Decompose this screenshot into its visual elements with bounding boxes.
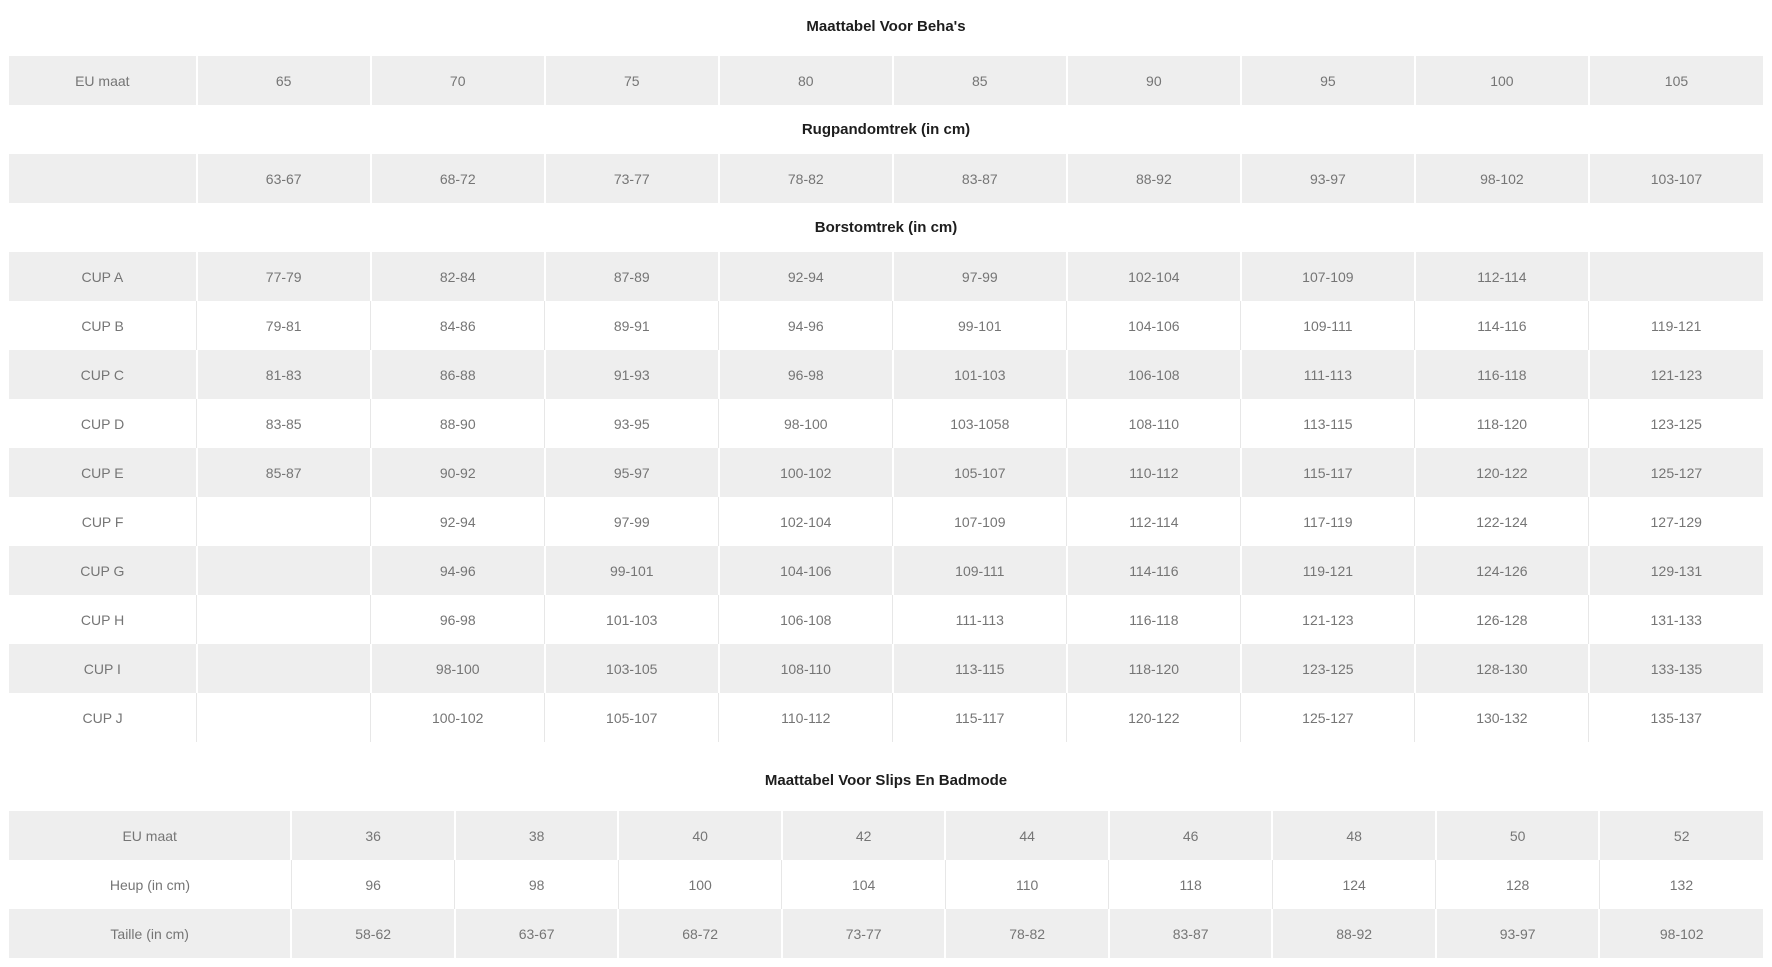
cell: 100-102	[719, 448, 893, 497]
section-header: Borstomtrek (in cm)	[9, 203, 1763, 252]
cell: 112-114	[1067, 497, 1241, 546]
slip-table-title: Maattabel Voor Slips En Badmode	[764, 772, 1008, 789]
eu-size-row	[9, 56, 1763, 105]
cup-row	[9, 546, 1763, 595]
cell: 97-99	[893, 252, 1067, 301]
cell: 106-108	[719, 595, 893, 644]
row-label: CUP H	[80, 611, 125, 628]
cell: 88-92	[1272, 909, 1436, 958]
row-label: EU maat	[9, 811, 291, 860]
row-label: Heup (in cm)	[109, 876, 191, 893]
cell: 96	[291, 860, 455, 909]
cell: 89-91	[545, 301, 719, 350]
cell: 88-90	[371, 399, 545, 448]
cell: 63-67	[455, 909, 619, 958]
size-cell: 100	[1415, 56, 1589, 105]
cell: 120-122	[1067, 693, 1241, 742]
cup-row	[9, 448, 1763, 497]
cell: 58-62	[291, 909, 455, 958]
cell: 93-95	[545, 399, 719, 448]
cell: 36	[291, 811, 455, 860]
cell: 135-137	[1589, 693, 1763, 742]
cell: 105-107	[893, 448, 1067, 497]
cell: 68-72	[371, 154, 545, 203]
table-row	[9, 811, 1763, 860]
cell: 83-87	[893, 154, 1067, 203]
cell: 108-110	[1067, 399, 1241, 448]
cell: 90-92	[371, 448, 545, 497]
cell: 107-109	[893, 497, 1067, 546]
cell: 123-125	[1589, 399, 1763, 448]
cell: 86-88	[371, 350, 545, 399]
cell: 63-67	[197, 154, 371, 203]
cell: 110-112	[1067, 448, 1241, 497]
bra-size-table	[9, 56, 1763, 742]
cell: 115-117	[1241, 448, 1415, 497]
cell: 109-111	[893, 546, 1067, 595]
size-cell: 85	[893, 56, 1067, 105]
cell: 118-120	[1067, 644, 1241, 693]
cell: 94-96	[719, 301, 893, 350]
cell: 119-121	[1241, 546, 1415, 595]
table-row	[9, 860, 1763, 909]
cell: 87-89	[545, 252, 719, 301]
size-cell: 90	[1067, 56, 1241, 105]
cell: 129-131	[1589, 546, 1763, 595]
cell: 84-86	[371, 301, 545, 350]
cell	[197, 595, 371, 644]
cell: 102-104	[719, 497, 893, 546]
cell: 110	[945, 860, 1109, 909]
cell: 100	[618, 860, 782, 909]
cell: 121-123	[1241, 595, 1415, 644]
row-label: CUP G	[9, 546, 197, 595]
cell: 121-123	[1589, 350, 1763, 399]
section-header: Rugpandomtrek (in cm)	[9, 105, 1763, 154]
cell: 133-135	[1589, 644, 1763, 693]
row-label: CUP J	[82, 709, 123, 726]
cell: 92-94	[719, 252, 893, 301]
band-section-header-row	[9, 105, 1763, 154]
row-label: CUP B	[81, 317, 124, 334]
cell: 122-124	[1415, 497, 1589, 546]
cell: 115-117	[893, 693, 1067, 742]
cell: 128	[1436, 860, 1600, 909]
cell: 85-87	[197, 448, 371, 497]
cell: 46	[1109, 811, 1273, 860]
cell: 93-97	[1436, 909, 1600, 958]
cell: 105-107	[545, 693, 719, 742]
cell: 94-96	[371, 546, 545, 595]
cell: 73-77	[782, 909, 946, 958]
cell: 102-104	[1067, 252, 1241, 301]
cell: 92-94	[371, 497, 545, 546]
cup-row	[9, 693, 1763, 742]
cell: 50	[1436, 811, 1600, 860]
cell: 98-102	[1599, 909, 1763, 958]
cell	[197, 497, 371, 546]
cell: 101-103	[893, 350, 1067, 399]
size-cell: 105	[1589, 56, 1763, 105]
cell: 127-129	[1589, 497, 1763, 546]
cup-row	[9, 350, 1763, 399]
cell: 108-110	[719, 644, 893, 693]
cell	[1589, 252, 1763, 301]
cell: 104	[782, 860, 946, 909]
cell: 99-101	[545, 546, 719, 595]
cell: 116-118	[1415, 350, 1589, 399]
cell: 106-108	[1067, 350, 1241, 399]
cell: 107-109	[1241, 252, 1415, 301]
bra-table-title: Maattabel Voor Beha's	[806, 18, 966, 35]
size-cell: 75	[545, 56, 719, 105]
cell: 111-113	[1241, 350, 1415, 399]
cell: 93-97	[1241, 154, 1415, 203]
cell: 117-119	[1241, 497, 1415, 546]
cell: 119-121	[1589, 301, 1763, 350]
cell: 78-82	[945, 909, 1109, 958]
cell: 123-125	[1241, 644, 1415, 693]
row-label: CUP F	[81, 513, 124, 530]
cell: 110-112	[719, 693, 893, 742]
cell: 98	[455, 860, 619, 909]
cell: 83-85	[197, 399, 371, 448]
cell: 103-107	[1589, 154, 1763, 203]
row-label: CUP D	[80, 415, 125, 432]
cell: 68-72	[618, 909, 782, 958]
cell: 113-115	[1241, 399, 1415, 448]
cell: 125-127	[1241, 693, 1415, 742]
cell: 73-77	[545, 154, 719, 203]
cell: 125-127	[1589, 448, 1763, 497]
cell: 77-79	[197, 252, 371, 301]
row-label: CUP I	[9, 644, 197, 693]
cell: 44	[945, 811, 1109, 860]
slip-size-table	[9, 811, 1763, 958]
cell: 114-116	[1067, 546, 1241, 595]
cell: 81-83	[197, 350, 371, 399]
cell: 100-102	[371, 693, 545, 742]
cup-rows	[9, 252, 1763, 742]
cell: 114-116	[1415, 301, 1589, 350]
cell: 118	[1109, 860, 1273, 909]
row-label: EU maat	[9, 56, 197, 105]
cell: 42	[782, 811, 946, 860]
cup-row	[9, 399, 1763, 448]
cell: 116-118	[1067, 595, 1241, 644]
cell: 97-99	[545, 497, 719, 546]
row-label: CUP A	[9, 252, 197, 301]
cell: 111-113	[893, 595, 1067, 644]
cell: 131-133	[1589, 595, 1763, 644]
row-label: Taille (in cm)	[9, 909, 291, 958]
size-cell: 80	[719, 56, 893, 105]
cell: 109-111	[1241, 301, 1415, 350]
cell: 120-122	[1415, 448, 1589, 497]
cell: 88-92	[1067, 154, 1241, 203]
cell: 79-81	[197, 301, 371, 350]
cell: 38	[455, 811, 619, 860]
size-cell: 70	[371, 56, 545, 105]
cell: 124	[1272, 860, 1436, 909]
cell: 104-106	[719, 546, 893, 595]
cell	[197, 546, 371, 595]
cell: 118-120	[1415, 399, 1589, 448]
cell: 95-97	[545, 448, 719, 497]
cell	[197, 693, 371, 742]
cell: 124-126	[1415, 546, 1589, 595]
cup-row	[9, 252, 1763, 301]
cell: 40	[618, 811, 782, 860]
cell: 82-84	[371, 252, 545, 301]
band-range-row	[9, 154, 1763, 203]
cell: 132	[1599, 860, 1763, 909]
cell: 128-130	[1415, 644, 1589, 693]
row-label	[9, 154, 197, 203]
cell: 96-98	[371, 595, 545, 644]
cell: 101-103	[545, 595, 719, 644]
cell: 83-87	[1109, 909, 1273, 958]
cell: 98-100	[719, 399, 893, 448]
cell: 103-1058	[893, 399, 1067, 448]
cell: 103-105	[545, 644, 719, 693]
cell: 126-128	[1415, 595, 1589, 644]
cell: 98-102	[1415, 154, 1589, 203]
cell	[197, 644, 371, 693]
size-cell: 95	[1241, 56, 1415, 105]
cup-row	[9, 497, 1763, 546]
cell: 48	[1272, 811, 1436, 860]
slip-rows	[9, 811, 1763, 958]
cup-row	[9, 644, 1763, 693]
row-label: CUP E	[9, 448, 197, 497]
size-cell: 65	[197, 56, 371, 105]
cup-row	[9, 301, 1763, 350]
cell: 104-106	[1067, 301, 1241, 350]
cup-row	[9, 595, 1763, 644]
table-row	[9, 909, 1763, 958]
cell: 130-132	[1415, 693, 1589, 742]
cell: 98-100	[371, 644, 545, 693]
cell: 91-93	[545, 350, 719, 399]
row-label: CUP C	[9, 350, 197, 399]
cell: 112-114	[1415, 252, 1589, 301]
cell: 113-115	[893, 644, 1067, 693]
cell: 99-101	[893, 301, 1067, 350]
cell: 78-82	[719, 154, 893, 203]
cell: 52	[1599, 811, 1763, 860]
cell: 96-98	[719, 350, 893, 399]
bust-section-header-row	[9, 203, 1763, 252]
